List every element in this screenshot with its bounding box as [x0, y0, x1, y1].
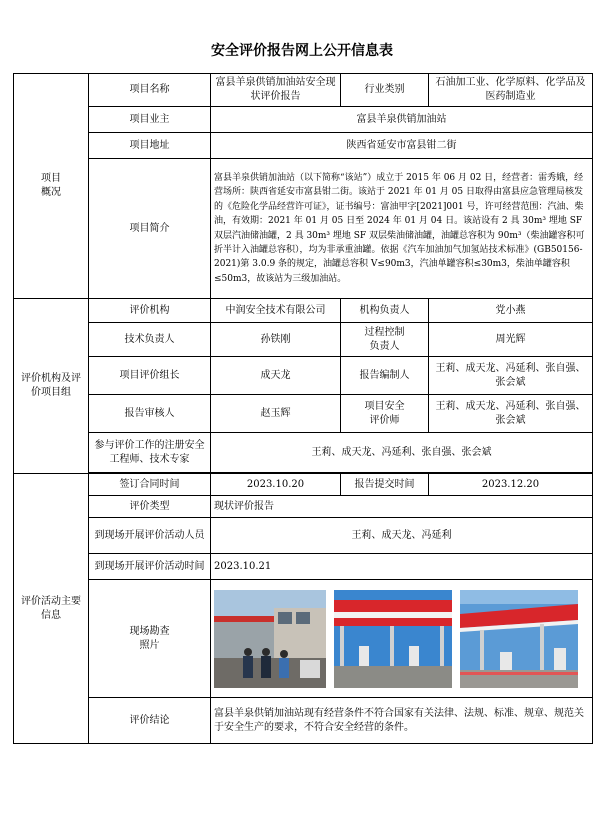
section-project-overview: [14, 74, 89, 299]
time-label: 到现场开展评价活动时间: [89, 554, 211, 580]
agency-head-label: 机构负责人: [341, 299, 429, 323]
agency-label: 评价机构: [89, 299, 211, 323]
submit-value: 2023.12.20: [429, 474, 593, 496]
safety-evaluator-value: 王莉、成天龙、冯延利、张自强、张会斌: [429, 395, 593, 433]
engineers-value: 王莉、成天龙、冯延利、张自强、张会斌: [211, 433, 593, 473]
time-value: 2023.10.21: [211, 554, 593, 580]
contract-label: 签订合同时间: [89, 474, 211, 496]
info-table: [13, 73, 593, 744]
summary-label: 项目简介: [89, 159, 211, 299]
page-title: 安全评价报告网上公开信息表: [211, 43, 393, 59]
conclusion-label: 评价结论: [89, 698, 211, 744]
conclusion-value: 富县羊泉供销加油站现有经营条件不符合国家有关法律、法规、标准、规章、规范关于安全生产的要求，不符合安全经营的条件。: [211, 698, 593, 744]
photo-strip: [211, 580, 593, 698]
report-author-label: 报告编制人: [341, 357, 429, 395]
site-photo-2: [334, 590, 452, 688]
process-head-label: 过程控制 负责人: [341, 323, 429, 357]
safety-evaluator-label: 项目安全 评价师: [341, 395, 429, 433]
process-head-value: 周光辉: [429, 323, 593, 357]
owner-label: 项目业主: [89, 107, 211, 133]
industry-label: 行业类别: [341, 74, 429, 107]
engineers-label: 参与评价工作的注册安全工程师、技术专家: [89, 433, 211, 473]
type-label: 评价类型: [89, 496, 211, 518]
address-value: 陕西省延安市富县钳二街: [211, 133, 593, 159]
site-photo-3: [460, 590, 578, 688]
team-lead-value: 成天龙: [211, 357, 341, 395]
photo-label: 现场勘查 照片: [89, 580, 211, 698]
section-org-team: 评价机构及评价项目组: [14, 299, 89, 474]
address-label: 项目地址: [89, 133, 211, 159]
reviewer-value: 赵玉辉: [211, 395, 341, 433]
tech-head-value: 孙铁刚: [211, 323, 341, 357]
report-author-value: 王莉、成天龙、冯延利、张自强、张会斌: [429, 357, 593, 395]
team-lead-label: 项目评价组长: [89, 357, 211, 395]
contract-value: 2023.10.20: [211, 474, 341, 496]
project-name-value: 富县羊泉供销加油站安全现状评价报告: [211, 74, 341, 107]
reviewer-label: 报告审核人: [89, 395, 211, 433]
section-label: 项目 概况: [41, 173, 61, 198]
site-photo-1: [214, 590, 326, 688]
staff-label: 到现场开展评价活动人员: [89, 518, 211, 554]
summary-value: 富县羊泉供销加油站（以下简称“该站”）成立于 2015 年 06 月 02 日，经营者：雷秀娥，经营场所：陕西省延安市富县钳二街。该站于 2021 年 01 月 05 日取得由富县应急管理局核发的《危险化学品经营许可证》，证书编号：富油甲字[2021]001 号，许可经营范围：汽油、柴油，有效期：2021 年 01 月 05 日至 2024 年 01 月 04 日。该站设有 2 具 30m³ 埋地 SF 双层汽油储油罐，2 具 30m³ 埋地 SF 双层柴油储油罐，油罐总容积为 90m³（柴油罐容积可折半计入油罐总容积），均为非承重油罐。依据《汽车加油加气加氢站技术标准》(GB50156-2021)第 3.0.9 条的规定，油罐总容积 V≤90m3，汽油单罐容积≤30m3，柴油单罐容积≤50m3，故该站为三级加油站。: [211, 159, 593, 299]
submit-label: 报告提交时间: [341, 474, 429, 496]
industry-value: 石油加工业、化学原料、化学品及医药制造业: [429, 74, 593, 107]
project-name-label: 项目名称: [89, 74, 211, 107]
owner-value: 富县羊泉供销加油站: [211, 107, 593, 133]
tech-head-label: 技术负责人: [89, 323, 211, 357]
staff-value: 王莉、成天龙、冯延利: [211, 518, 593, 554]
agency-value: 中润安全技术有限公司: [211, 299, 341, 323]
agency-head-value: 党小燕: [429, 299, 593, 323]
type-value: 现状评价报告: [211, 496, 593, 518]
section-activity: 评价活动主要信息: [14, 474, 89, 744]
